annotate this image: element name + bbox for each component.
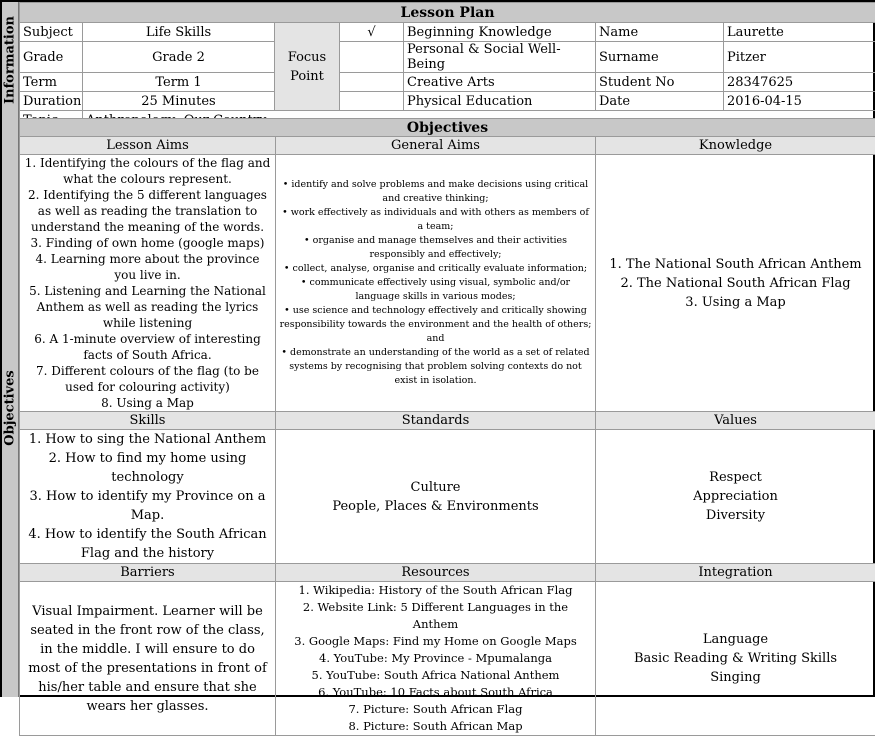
- barriers-header: Barriers: [20, 564, 276, 582]
- value-item: Respect: [599, 468, 872, 487]
- focus-check-empty: [340, 73, 404, 92]
- information-side-label: Information: [2, 2, 19, 118]
- focus-point-label: Focus Point: [275, 23, 340, 111]
- skill-item: 4. How to identify the South African Flag and the history: [23, 525, 272, 563]
- value-item: Diversity: [599, 506, 872, 525]
- skills-header: Skills: [20, 412, 276, 430]
- lesson-aim-item: 3. Finding of own home (google maps): [23, 235, 272, 251]
- general-aims-header: General Aims: [276, 137, 596, 155]
- lesson-aim-item: 5. Listening and Learning the National Anthem as well as reading the lyrics while listening: [23, 283, 272, 331]
- focus-item-beginning-knowledge: Beginning Knowledge: [404, 23, 596, 42]
- skills-cell: [20, 430, 276, 564]
- lesson-aim-item: 6. A 1-minute overview of interesting facts of South Africa.: [23, 331, 272, 363]
- general-aim-item: • demonstrate an understanding of the world as a set of related systems by recognising that problem solving contexts do not exist in isolation.: [279, 346, 592, 388]
- date-value: 2016-04-15: [724, 92, 875, 111]
- resource-item: 1. Wikipedia: History of the South African Flag: [279, 582, 592, 599]
- lesson-aim-item: 8. Using a Map: [23, 395, 272, 411]
- date-label: Date: [596, 92, 724, 111]
- general-aim-item: • use science and technology effectively and critically showing responsibility towards the environment and the health of others; and: [279, 304, 592, 346]
- lesson-aim-item: 7. Different colours of the flag (to be used for colouring activity): [23, 363, 272, 395]
- knowledge-header: Knowledge: [596, 137, 875, 155]
- knowledge-item: 1. The National South African Anthem: [599, 255, 872, 274]
- objectives-title: Objectives: [20, 119, 875, 137]
- lesson-plan-title: Lesson Plan: [20, 3, 875, 23]
- objectives-table: [19, 118, 875, 736]
- focus-item-personal-social: Personal & Social Well-Being: [404, 42, 596, 73]
- general-aim-item: • identify and solve problems and make decisions using critical and creative thinking;: [279, 178, 592, 206]
- values-cell: [596, 430, 875, 564]
- standards-header: Standards: [276, 412, 596, 430]
- focus-item-creative-arts: Creative Arts: [404, 73, 596, 92]
- standards-cell: [276, 430, 596, 564]
- skill-item: 1. How to sing the National Anthem: [23, 430, 272, 449]
- surname-label: Surname: [596, 42, 724, 73]
- value-item: Appreciation: [599, 487, 872, 506]
- resource-item: 5. YouTube: South Africa National Anthem: [279, 667, 592, 684]
- resource-item: 3. Google Maps: Find my Home on Google Maps: [279, 633, 592, 650]
- general-aims-cell: [276, 155, 596, 412]
- duration-value: 25 Minutes: [83, 92, 275, 111]
- focus-check-empty: [340, 42, 404, 73]
- general-aim-item: • work effectively as individuals and with others as members of a team;: [279, 206, 592, 234]
- subject-value: Life Skills: [83, 23, 275, 42]
- skill-item: 3. How to identify my Province on a Map.: [23, 487, 272, 525]
- focus-check-mark: √: [340, 23, 404, 42]
- duration-label: Duration: [20, 92, 83, 111]
- integration-item: Singing: [599, 668, 872, 687]
- lesson-aims-cell: [20, 155, 276, 412]
- lesson-aim-item: 4. Learning more about the province you live in.: [23, 251, 272, 283]
- name-value: Laurette: [724, 23, 875, 42]
- knowledge-cell: [596, 155, 875, 412]
- integration-cell: [596, 582, 875, 736]
- focus-item-physical-education: Physical Education: [404, 92, 596, 111]
- resources-header: Resources: [276, 564, 596, 582]
- resource-item: 6. YouTube: 10 Facts about South Africa: [279, 684, 592, 701]
- lesson-aim-item: 2. Identifying the 5 different languages as well as reading the translation to understand the meaning of the words.: [23, 187, 272, 235]
- integration-header: Integration: [596, 564, 875, 582]
- general-aim-item: • collect, analyse, organise and critically evaluate information;: [279, 262, 592, 276]
- standard-item: People, Places & Environments: [279, 497, 592, 516]
- student-no-label: Student No: [596, 73, 724, 92]
- resource-item: 2. Website Link: 5 Different Languages in the Anthem: [279, 599, 592, 633]
- objectives-side-label: Objectives: [2, 118, 19, 697]
- resource-item: 7. Picture: South African Flag: [279, 701, 592, 718]
- focus-check-empty: [340, 92, 404, 111]
- grade-value: Grade 2: [83, 42, 275, 73]
- integration-item: Basic Reading & Writing Skills: [599, 649, 872, 668]
- lesson-aim-item: 1. Identifying the colours of the flag and what the colours represent.: [23, 155, 272, 187]
- values-header: Values: [596, 412, 875, 430]
- subject-label: Subject: [20, 23, 83, 42]
- grade-label: Grade: [20, 42, 83, 73]
- student-no-value: 28347625: [724, 73, 875, 92]
- standard-item: Culture: [279, 478, 592, 497]
- surname-value: Pitzer: [724, 42, 875, 73]
- integration-item: Language: [599, 630, 872, 649]
- skill-item: 2. How to find my home using technology: [23, 449, 272, 487]
- resources-cell: [276, 582, 596, 736]
- barriers-cell: Visual Impairment. Learner will be seated in the front row of the class, in the middle. I will ensure to do most of the presentations in front of his/her table and ensure that she wears her glasses.: [20, 582, 276, 736]
- knowledge-item: 3. Using a Map: [599, 293, 872, 312]
- general-aim-item: • communicate effectively using visual, symbolic and/or language skills in various modes;: [279, 276, 592, 304]
- knowledge-item: 2. The National South African Flag: [599, 274, 872, 293]
- term-label: Term: [20, 73, 83, 92]
- term-value: Term 1: [83, 73, 275, 92]
- information-table: [19, 2, 875, 130]
- resource-item: 8. Picture: South African Map: [279, 718, 592, 735]
- general-aim-item: • organise and manage themselves and their activities responsibly and effectively;: [279, 234, 592, 262]
- lesson-aims-header: Lesson Aims: [20, 137, 276, 155]
- name-label: Name: [596, 23, 724, 42]
- resource-item: 4. YouTube: My Province - Mpumalanga: [279, 650, 592, 667]
